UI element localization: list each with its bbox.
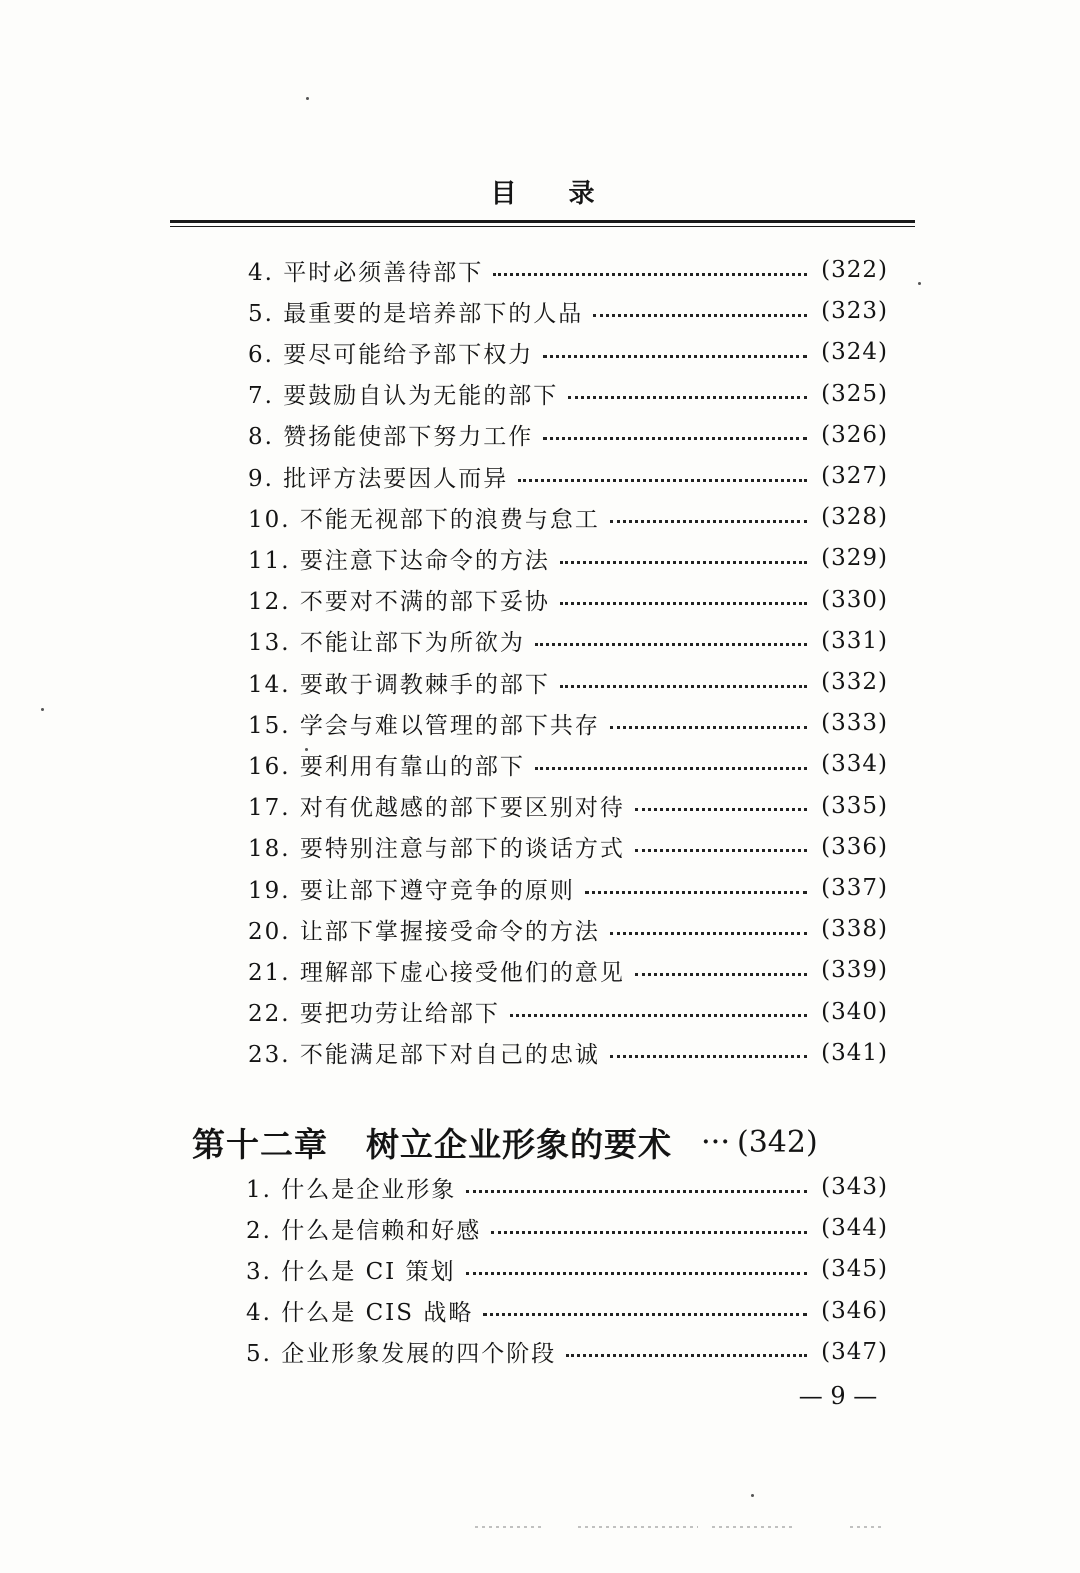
scan-speck bbox=[918, 282, 921, 285]
toc-entry bbox=[248, 458, 888, 494]
toc-entry bbox=[248, 499, 888, 535]
dot-leader bbox=[466, 1190, 807, 1193]
toc-entry-page: (328) bbox=[821, 504, 888, 531]
toc-entry bbox=[248, 705, 888, 741]
toc-entry-page: (337) bbox=[821, 875, 888, 901]
chapter-heading bbox=[192, 1118, 888, 1166]
toc-entry-page: (347) bbox=[821, 1338, 888, 1365]
toc-entry bbox=[248, 293, 888, 329]
toc-entry-title: 13. 不能让部下为所欲为 bbox=[248, 630, 525, 657]
toc-entry bbox=[248, 952, 888, 988]
toc-entry-title: 20. 让部下掌握接受命令的方法 bbox=[248, 918, 600, 945]
toc-entry-page: (335) bbox=[821, 792, 888, 819]
toc-entry-title: 17. 对有优越感的部下要区别对待 bbox=[248, 795, 625, 822]
dot-leader bbox=[585, 891, 807, 894]
toc-entry-page: (345) bbox=[821, 1256, 888, 1283]
dot-leader bbox=[635, 849, 807, 852]
scan-speck bbox=[751, 1494, 754, 1497]
toc-entry-page: (324) bbox=[821, 339, 888, 366]
dot-leader bbox=[610, 726, 807, 729]
toc-entry-page: (334) bbox=[821, 751, 888, 778]
toc-entry bbox=[248, 417, 888, 453]
toc-entry-page: (344) bbox=[821, 1215, 888, 1242]
chapter-leader: ··· bbox=[702, 1129, 731, 1155]
scan-speck bbox=[306, 97, 309, 100]
toc-entry bbox=[248, 582, 888, 618]
toc-entry-title: 10. 不能无视部下的浪费与怠工 bbox=[248, 506, 600, 533]
toc-entry-title: 11. 要注意下达命令的方法 bbox=[248, 547, 550, 574]
toc-entry bbox=[248, 746, 888, 782]
header-rule-thin bbox=[170, 226, 915, 227]
toc-entry bbox=[246, 1251, 888, 1287]
toc-entry bbox=[246, 1334, 888, 1370]
chapter-number: 第十二章 bbox=[192, 1124, 328, 1164]
toc-entry-title: 2. 什么是信赖和好感 bbox=[246, 1217, 482, 1244]
toc-entry-title: 19. 要让部下遵守竞争的原则 bbox=[248, 877, 575, 904]
scan-edge bbox=[712, 1526, 792, 1528]
toc-entry-page: (325) bbox=[821, 380, 888, 407]
dot-leader bbox=[543, 355, 807, 358]
toc-entry-title: 16. 要利用有靠山的部下 bbox=[248, 753, 525, 780]
toc-entry-page: (323) bbox=[821, 298, 888, 325]
dot-leader bbox=[566, 1354, 807, 1357]
dot-leader bbox=[560, 561, 807, 564]
dot-leader bbox=[493, 273, 807, 276]
toc-entry-page: (336) bbox=[821, 833, 888, 860]
toc-entry bbox=[246, 1293, 888, 1329]
toc-entry bbox=[248, 1035, 888, 1071]
scan-speck bbox=[305, 748, 308, 751]
dot-leader bbox=[510, 1014, 807, 1017]
toc-entry bbox=[248, 870, 888, 906]
toc-entry-page: (338) bbox=[821, 916, 888, 943]
dot-leader bbox=[635, 973, 807, 976]
header-rule-thick bbox=[170, 220, 915, 223]
toc-entry-title: 6. 要尽可能给予部下权力 bbox=[248, 341, 534, 368]
toc-entry bbox=[248, 252, 888, 288]
toc-entry-page: (331) bbox=[821, 627, 888, 654]
dot-leader bbox=[635, 808, 807, 811]
toc-entry bbox=[248, 334, 888, 370]
scan-edge bbox=[850, 1526, 885, 1528]
dot-leader bbox=[560, 685, 807, 688]
toc-entry-page: (333) bbox=[821, 710, 888, 737]
toc-entry bbox=[248, 788, 888, 824]
dot-leader bbox=[518, 479, 807, 482]
toc-entry-title: 1. 什么是企业形象 bbox=[246, 1176, 457, 1203]
running-header: 目录 bbox=[490, 179, 647, 209]
toc-entry-page: (339) bbox=[821, 957, 888, 984]
toc-entry-page: (329) bbox=[821, 545, 888, 572]
toc-entry-title: 18. 要特别注意与部下的谈话方式 bbox=[248, 836, 625, 863]
dot-leader bbox=[543, 437, 807, 440]
toc-entry bbox=[248, 376, 888, 412]
dot-leader bbox=[483, 1313, 807, 1316]
toc-entry bbox=[248, 994, 888, 1030]
dot-leader bbox=[568, 396, 807, 399]
dot-leader bbox=[535, 767, 807, 770]
dot-leader bbox=[535, 643, 807, 646]
toc-entry bbox=[248, 540, 888, 576]
toc-entry bbox=[248, 829, 888, 865]
page-number: — 9 — bbox=[798, 1382, 878, 1410]
toc-entry-page: (341) bbox=[821, 1039, 888, 1066]
scan-edge bbox=[578, 1526, 698, 1528]
dot-leader bbox=[491, 1231, 807, 1234]
toc-entry bbox=[248, 911, 888, 947]
toc-entry-page: (322) bbox=[821, 257, 888, 283]
dot-leader bbox=[593, 314, 807, 317]
dot-leader bbox=[610, 520, 807, 523]
dot-leader bbox=[610, 932, 807, 935]
toc-entry-page: (327) bbox=[821, 463, 888, 489]
toc-entry bbox=[246, 1169, 888, 1205]
toc-entry-title: 12. 不要对不满的部下妥协 bbox=[248, 589, 550, 616]
toc-entry-title: 5. 企业形象发展的四个阶段 bbox=[246, 1341, 557, 1368]
toc-entry-page: (332) bbox=[821, 669, 888, 695]
dot-leader bbox=[610, 1055, 807, 1058]
toc-entry bbox=[248, 623, 888, 659]
toc-entry-page: (330) bbox=[821, 586, 888, 613]
toc-entry-title: 23. 不能满足部下对自己的忠诚 bbox=[248, 1042, 600, 1069]
dot-leader bbox=[560, 602, 807, 605]
toc-entry bbox=[246, 1210, 888, 1246]
toc-entry-title: 7. 要鼓励自认为无能的部下 bbox=[248, 383, 559, 410]
scan-edge bbox=[475, 1526, 545, 1528]
toc-entry-title: 22. 要把功劳让给部下 bbox=[248, 1001, 500, 1028]
chapter-title: 树立企业形象的要术 bbox=[366, 1124, 672, 1164]
toc-entry-page: (346) bbox=[821, 1297, 888, 1324]
toc-entry-page: (326) bbox=[821, 421, 888, 448]
toc-entry-title: 4. 平时必须善待部下 bbox=[248, 259, 484, 286]
toc-entry-title: 15. 学会与难以管理的部下共存 bbox=[248, 712, 600, 739]
toc-entry-title: 21. 理解部下虚心接受他们的意见 bbox=[248, 959, 625, 986]
toc-entry-title: 4. 什么是 CIS 战略 bbox=[246, 1300, 474, 1327]
toc-entry-page: (343) bbox=[821, 1174, 888, 1200]
toc-entry-title: 5. 最重要的是培养部下的人品 bbox=[248, 300, 584, 327]
toc-entry-title: 14. 要敢于调教棘手的部下 bbox=[248, 671, 550, 698]
toc-entry-title: 3. 什么是 CI 策划 bbox=[246, 1258, 456, 1285]
toc-entry-page: (340) bbox=[821, 998, 888, 1025]
toc-entry-title: 8. 赞扬能使部下努力工作 bbox=[248, 424, 534, 451]
toc-entry-title: 9. 批评方法要因人而异 bbox=[248, 465, 509, 492]
chapter-page-ref: (342) bbox=[736, 1124, 818, 1160]
dot-leader bbox=[466, 1272, 808, 1275]
scan-speck bbox=[41, 708, 44, 711]
toc-entry bbox=[248, 664, 888, 700]
